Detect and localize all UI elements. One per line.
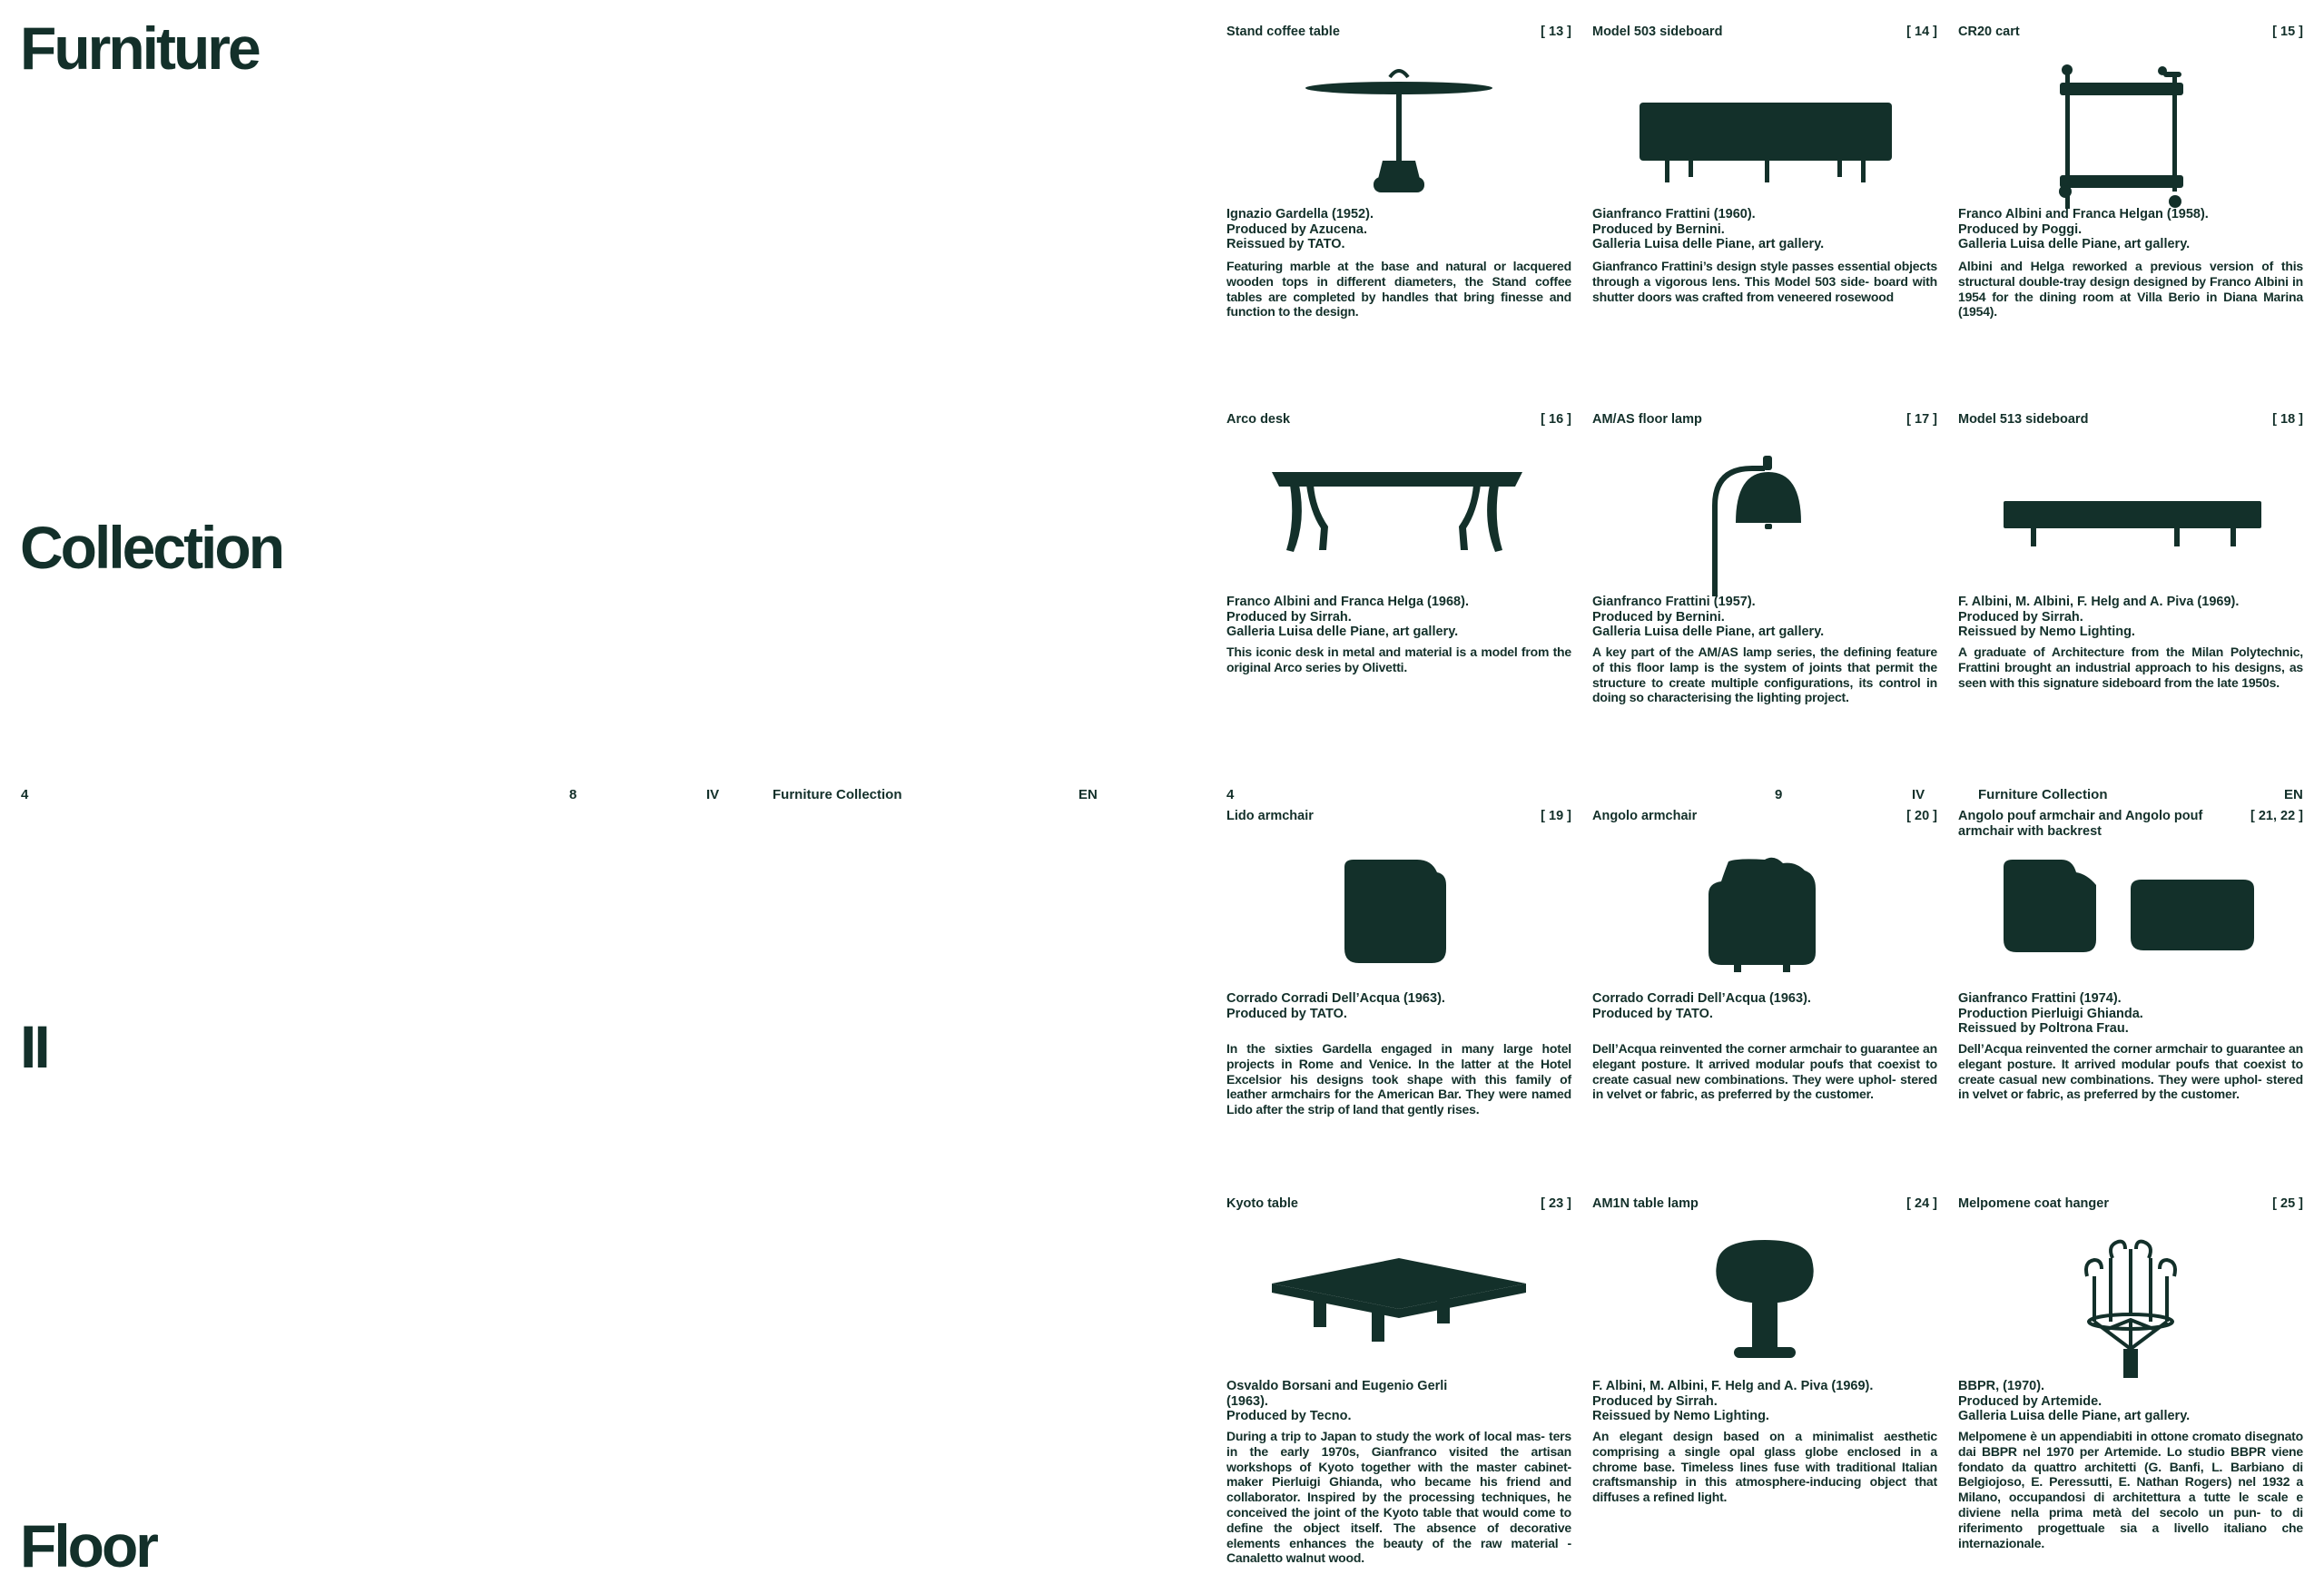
product-card-am1n-table-lamp xyxy=(1592,1196,1937,1578)
card-description: In the sixties Gardella engaged in many large hotel projects in Rome and Venice. In the latter at the Hotel Excelsior his designs took shape with this family of leather armchairs for the American Bar. They were named Lido after the strip of land that gently rises. xyxy=(1226,1041,1571,1117)
card-number: [ 21, 22 ] xyxy=(2250,809,2303,823)
table-lamp-icon xyxy=(1592,1222,1937,1381)
card-number: [ 17 ] xyxy=(1906,412,1937,427)
card-credits: Gianfranco Frattini (1974). Production Pierluigi Ghianda. Reissued by Poltrona Frau. xyxy=(1958,991,2143,1037)
right-folio-section: IV xyxy=(1912,787,1925,802)
coat-hanger-icon xyxy=(1958,1222,2303,1381)
card-number: [ 20 ] xyxy=(1906,809,1937,823)
left-folio-page-b: 8 xyxy=(569,787,577,802)
card-description: A graduate of Architecture from the Milan Polytechnic, Frattini brought an industrial approach to his designs, as seen with this signature sideboard from the late 1950s. xyxy=(1958,644,2303,690)
left-folio-lang: EN xyxy=(1078,787,1098,802)
title-numeral: II xyxy=(20,1013,48,1080)
product-card-arco-desk xyxy=(1226,412,1571,793)
card-title: Melpomene coat hanger xyxy=(1958,1196,2109,1211)
product-card-stand-coffee-table xyxy=(1226,25,1571,406)
card-description: Gianfranco Frattini’s design style passes essential objects through a vigorous lens. This Model 503 side- board with shutter doors was crafted from veneered rosewood xyxy=(1592,259,1937,304)
card-title: Angolo pouf armchair and Angolo pouf armchair with backrest xyxy=(1958,809,2203,840)
card-title: Kyoto table xyxy=(1226,1196,1298,1211)
product-card-angolo-armchair xyxy=(1592,809,1937,1190)
product-card-am-as-floor-lamp xyxy=(1592,412,1937,793)
title-collection: Collection xyxy=(20,514,283,581)
card-credits: Franco Albini and Franca Helga (1968). Produced by Sirrah. Galleria Luisa delle Piane, art gallery. xyxy=(1226,595,1469,640)
card-number: [ 25 ] xyxy=(2272,1196,2303,1211)
title-floor: Floor xyxy=(20,1512,156,1579)
right-folio-lang: EN xyxy=(2284,787,2303,802)
sideboard-icon xyxy=(1592,50,1937,209)
card-number: [ 15 ] xyxy=(2272,25,2303,39)
card-description: Dell’Acqua reinvented the corner armchair to guarantee an elegant posture. It arrived modular poufs that coexist to create casual new combinations. They were uphol- stered in velvet or fabric, as preferred by the customer. xyxy=(1958,1041,2303,1102)
card-number: [ 24 ] xyxy=(1906,1196,1937,1211)
floor-lamp-icon xyxy=(1592,438,1937,596)
armchair-icon xyxy=(1226,834,1571,993)
card-title: Stand coffee table xyxy=(1226,25,1340,39)
card-credits: BBPR, (1970). Produced by Artemide. Galleria Luisa delle Piane, art gallery. xyxy=(1958,1379,2191,1424)
card-description: Albini and Helga reworked a previous version of this structural double-tray design designed by Franco Albini in 1954 for the dining room at Villa Berio in Diana Marina (1954). xyxy=(1958,259,2303,320)
low-sideboard-icon xyxy=(1958,438,2303,596)
card-credits: Gianfranco Frattini (1957). Produced by Bernini. Galleria Luisa delle Piane, art gallery. xyxy=(1592,595,1825,640)
card-number: [ 19 ] xyxy=(1541,809,1571,823)
card-description: A key part of the AM/AS lamp series, the defining feature of this floor lamp is the system of joints that permit the structure to create multiple configurations, its control in doing so characterising the lighting project. xyxy=(1592,644,1937,705)
product-card-cr20-cart xyxy=(1958,25,2303,406)
card-number: [ 13 ] xyxy=(1541,25,1571,39)
left-folio-section: IV xyxy=(706,787,720,802)
left-folio-page-a: 4 xyxy=(21,787,29,802)
product-card-model-503-sideboard xyxy=(1592,25,1937,406)
card-number: [ 23 ] xyxy=(1541,1196,1571,1211)
cart-icon xyxy=(1958,50,2303,209)
card-description: This iconic desk in metal and material is a model from the original Arco series by Olivetti. xyxy=(1226,644,1571,674)
card-description: Dell’Acqua reinvented the corner armchair to guarantee an elegant posture. It arrived modular poufs that coexist to create casual new combinations. They were uphol- stered in velvet or fabric, as preferred by the customer. xyxy=(1592,1041,1937,1102)
product-card-model-513-sideboard xyxy=(1958,412,2303,793)
corner-armchair-icon xyxy=(1592,834,1937,993)
card-title: Arco desk xyxy=(1226,412,1291,427)
card-description: During a trip to Japan to study the work of local mas- ters in the early 1970s, Gianfranco visited the artisan workshops of Kyoto together with the master cabinet- maker Pierluigi Ghianda, who became his friend and collaborator. Inspired by the processing techniques, he conceived the joint of the Kyoto table that would come to define the object itself. The absence of decorative elements enhances the beauty of the raw material - Canaletto walnut wood. xyxy=(1226,1429,1571,1566)
card-credits: Ignazio Gardella (1952). Produced by Azucena. Reissued by TATO. xyxy=(1226,207,1374,252)
card-title: AM1N table lamp xyxy=(1592,1196,1699,1211)
card-credits: Corrado Corradi Dell’Acqua (1963). Produced by TATO. xyxy=(1226,991,1445,1021)
card-credits: F. Albini, M. Albini, F. Helg and A. Piva (1969). Produced by Sirrah. Reissued by Nemo Lighting. xyxy=(1592,1379,1874,1424)
card-number: [ 14 ] xyxy=(1906,25,1937,39)
card-credits: Osvaldo Borsani and Eugenio Gerli (1963). Produced by Tecno. xyxy=(1226,1379,1448,1424)
card-title: AM/AS floor lamp xyxy=(1592,412,1702,427)
desk-icon xyxy=(1226,438,1571,596)
coffee-table-icon xyxy=(1226,50,1571,209)
right-folio-collection: Furniture Collection xyxy=(1978,787,2108,802)
product-card-melpomene-coat-hanger xyxy=(1958,1196,2303,1578)
card-description: Featuring marble at the base and natural or lacquered wooden tops in different diameters, the Stand coffee tables are completed by handles that bring finesse and function to the design. xyxy=(1226,259,1571,320)
product-card-kyoto-table xyxy=(1226,1196,1571,1578)
card-credits: F. Albini, M. Albini, F. Helg and A. Piva (1969). Produced by Sirrah. Reissued by Nemo Lighting. xyxy=(1958,595,2240,640)
card-title: Model 503 sideboard xyxy=(1592,25,1723,39)
card-description: Melpomene è un appendiabiti in ottone cromato disegnato dai BBPR nel 1970 per Artemide. Lo studio BBPR viene fondato da quattro architetti (G. Banfi, L. Barbiano di Belgiojoso, E. Peressutti, E. Nathan Rogers) nel 1932 a Milano, occupandosi di architettura a tutte le scale e diviene nella prima metà del secolo un pun- to di riferimento progettuale sia a livello italiano che internazionale. xyxy=(1958,1429,2303,1550)
card-title: Lido armchair xyxy=(1226,809,1314,823)
card-description: An elegant design based on a minimalist aesthetic comprising a single opal glass globe enclosed in a chrome base. Timeless lines fuse with traditional Italian craftsmanship in this atmosphere-inducing object that diffuses a refined light. xyxy=(1592,1429,1937,1505)
card-credits: Gianfranco Frattini (1960). Produced by Bernini. Galleria Luisa delle Piane, art gallery. xyxy=(1592,207,1825,252)
card-number: [ 16 ] xyxy=(1541,412,1571,427)
card-title: CR20 cart xyxy=(1958,25,2020,39)
table-icon xyxy=(1226,1222,1571,1381)
left-folio-collection: Furniture Collection xyxy=(773,787,902,802)
pouf-icon xyxy=(1958,834,2303,993)
card-credits: Corrado Corradi Dell’Acqua (1963). Produced by TATO. xyxy=(1592,991,1811,1021)
right-folio-page-b: 9 xyxy=(1775,787,1783,802)
card-title: Angolo armchair xyxy=(1592,809,1698,823)
card-credits: Franco Albini and Franca Helgan (1958). Produced by Poggi. Galleria Luisa delle Piane, art gallery. xyxy=(1958,207,2209,252)
product-card-angolo-pouf xyxy=(1958,809,2303,1190)
right-folio-page-a: 4 xyxy=(1226,787,1235,802)
card-number: [ 18 ] xyxy=(2272,412,2303,427)
card-title: Model 513 sideboard xyxy=(1958,412,2089,427)
title-furniture: Furniture xyxy=(20,15,259,82)
product-card-lido-armchair xyxy=(1226,809,1571,1190)
